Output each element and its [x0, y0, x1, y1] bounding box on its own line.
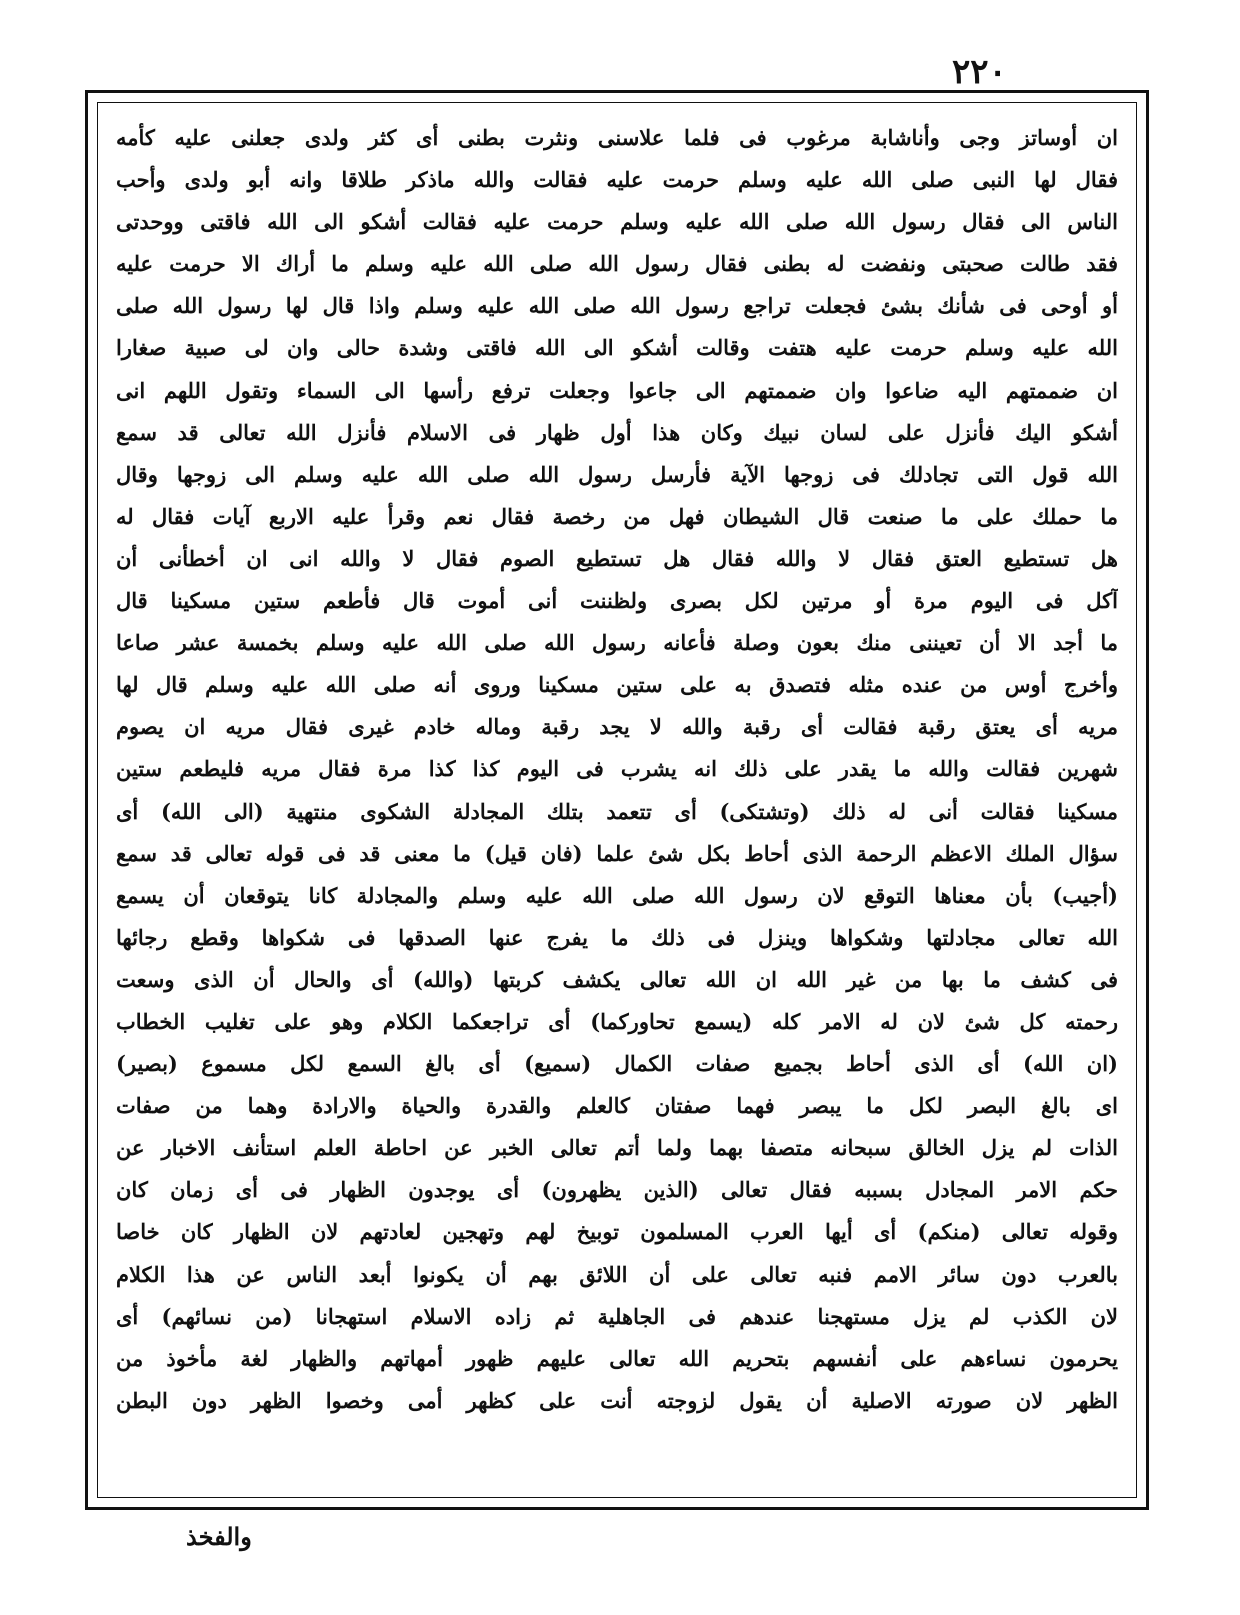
text-line: الناس الى فقال رسول الله صلى الله عليه وسلم حرمت عليه فقالت أشكو الى الله فاقتى ووحدتى [116, 209, 1118, 235]
text-line: فقد طالت صحبتى ونفضت له بطنى فقال رسول الله صلى الله عليه وسلم ما أراك الا حرمت عليه [116, 251, 1118, 277]
text-line: ما أجد الا أن تعيننى منك بعون وصلة فأعانه رسول الله صلى الله عليه وسلم بخمسة عشر صاعا [116, 630, 1118, 656]
text-line: وقوله تعالى (منكم) أى أيها العرب المسلمون توبيخ لهم وتهجين لعادتهم لان الظهار كان خاصا [116, 1219, 1118, 1245]
text-line: ما حملك على ما صنعت قال الشيطان فهل من رخصة فقال نعم وقرأ عليه الاربع آيات فقال له [116, 503, 1118, 529]
text-line: الله تعالى مجادلتها وشكواها وينزل فى ذلك ما يفرج عنها الصدقها فى شكواها وقطع رجائها [116, 924, 1118, 950]
text-line: أشكو اليك فأنزل على لسان نبيك وكان هذا أول ظهار فى الاسلام فأنزل الله تعالى قد سمع [116, 419, 1118, 445]
text-line: شهرين فقالت والله ما يقدر على ذلك انه يشرب فى اليوم كذا كذا مرة فقال مريه فليطعم ستين [116, 756, 1118, 782]
text-line: وأخرج أوس من عنده مثله فتصدق به على ستين مسكينا وروى أنه صلى الله عليه وسلم قال لها [116, 672, 1118, 698]
text-line: الله قول التى تجادلك فى زوجها الآية فأرسل رسول الله صلى الله عليه وسلم الى زوجها وقال [116, 461, 1118, 487]
text-line: مسكينا فقالت أنى له ذلك (وتشتكى) أى تتعمد بتلك المجادلة الشكوى منتهية (الى الله) أى [116, 798, 1118, 824]
text-line: آكل فى اليوم مرة أو مرتين لكل بصرى ولظننت أنى أموت قال فأطعم ستين مسكينا قال [116, 588, 1118, 614]
text-body [116, 117, 1118, 1487]
page-border-outer [85, 90, 1149, 1510]
text-line: يحرمون نساءهم على أنفسهم بتحريم الله تعالى عليهم ظهور أمهاتهم والظهار لغة مأخوذ من [116, 1345, 1118, 1371]
text-line: اى بالغ البصر لكل ما يبصر فهما صفتان كالعلم والقدرة والحياة والارادة وهما من صفات [116, 1093, 1118, 1119]
catchword: والفخذ [186, 1522, 252, 1551]
text-line: لان الكذب لم يزل مستهجنا عندهم فى الجاهلية ثم زاده الاسلام استهجانا (من نسائهم) أى [116, 1303, 1118, 1329]
text-line: ان ضممتهم اليه ضاعوا وان ضممتهم الى جاعوا وجعلت ترفع رأسها الى السماء وتقول اللهم انى [116, 377, 1118, 403]
text-line: (ان الله) أى الذى أحاط بجميع صفات الكمال (سميع) أى بالغ السمع لكل مسموع (بصير) [116, 1051, 1118, 1077]
text-line: فقال لها النبى صلى الله عليه وسلم حرمت عليه فقالت والله ماذكر طلاقا وانه أبو ولدى وأحب [116, 167, 1118, 193]
text-line: رحمته كل شئ لان له الامر كله (يسمع تحاوركما) أى تراجعكما الكلام وهو على تغليب الخطاب [116, 1008, 1118, 1034]
text-line: سؤال الملك الاعظم الرحمة الذى أحاط بكل شئ علما (فان قيل) ما معنى قد فى قوله تعالى قد سمع [116, 840, 1118, 866]
text-line: الذات لم يزل الخالق سبحانه متصفا بهما ولما أتم تعالى الخبر عن احاطة العلم استأنف الاخبار عن [116, 1135, 1118, 1161]
text-line: أو أوحى فى شأنك بشئ فجعلت تراجع رسول الله صلى الله عليه وسلم واذا قال لها رسول الله صلى [116, 293, 1118, 319]
text-line: مريه أى يعتق رقبة فقالت أى رقبة والله لا يجد رقبة وماله خادم غيرى فقال مريه ان يصوم [116, 714, 1118, 740]
text-line: حكم الامر المجادل بسببه فقال تعالى (الذين يظهرون) أى يوجدون الظهار فى أى زمان كان [116, 1177, 1118, 1203]
text-line: فى كشف ما بها من غير الله ان الله تعالى يكشف كربتها (والله) أى والحال أن الذى وسعت [116, 966, 1118, 992]
text-line: الظهر لان صورته الاصلية أن يقول لزوجته أنت على كظهر أمى وخصوا الظهر دون البطن [116, 1387, 1118, 1413]
page-border-inner [97, 102, 1137, 1498]
text-line: ان أوساتز وجى وأناشابة مرغوب فى فلما علاسنى ونثرت بطنى أى كثر ولدى جعلنى عليه كأمه [116, 125, 1118, 150]
text-line: الله عليه وسلم حرمت عليه هتفت وقالت أشكو الى الله فاقتى وشدة حالى وان لى صبية صغارا [116, 335, 1118, 361]
text-line: بالعرب دون سائر الامم فنبه تعالى على أن اللائق بهم أن يكونوا أبعد الناس عن هذا الكلام [116, 1261, 1118, 1287]
text-line: هل تستطيع العتق فقال لا والله فقال هل تستطيع الصوم فقال لا والله انى ان أخطأنى أن [116, 545, 1118, 571]
page-number: ٢٢٠ [952, 52, 1007, 92]
text-line: (أجيب) بأن معناها التوقع لان رسول الله صلى الله عليه وسلم والمجادلة كانا يتوقعان أن يسمع [116, 882, 1118, 908]
